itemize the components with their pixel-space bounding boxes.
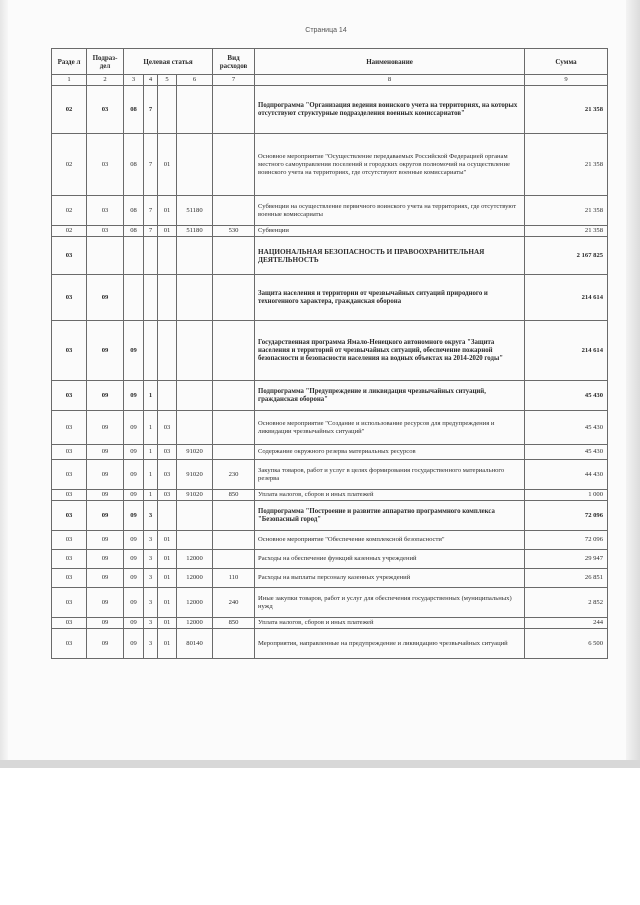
cell-program: 09 — [124, 445, 144, 460]
cell-expense-type: 110 — [213, 569, 255, 588]
cell-subprogram: 1 — [144, 445, 158, 460]
cell-sum: 45 430 — [525, 445, 608, 460]
cell-section: 03 — [52, 501, 87, 531]
cell-expense-type — [213, 381, 255, 411]
cell-program: 09 — [124, 569, 144, 588]
cell-direction — [177, 86, 213, 134]
cell-sum: 1 000 — [525, 490, 608, 501]
cell-direction — [177, 134, 213, 196]
cell-event: 01 — [158, 550, 177, 569]
cell-subsection: 09 — [87, 588, 124, 618]
cell-subprogram: 3 — [144, 569, 158, 588]
cell-subprogram: 1 — [144, 411, 158, 445]
cell-name: Подпрограмма "Предупреждение и ликвидация чрезвычайных ситуаций, гражданская оборона" — [255, 381, 525, 411]
cell-section: 03 — [52, 490, 87, 501]
cell-direction — [177, 531, 213, 550]
cell-subprogram — [144, 275, 158, 321]
cell-event: 03 — [158, 460, 177, 490]
header-name: Наименование — [255, 49, 525, 75]
table-row — [52, 588, 608, 618]
cell-direction — [177, 275, 213, 321]
cell-section: 02 — [52, 226, 87, 237]
cell-subprogram — [144, 237, 158, 275]
cell-name: Защита населения и территории от чрезвычайных ситуаций природного и техногенного характера, гражданская оборона — [255, 275, 525, 321]
column-number: 9 — [525, 75, 608, 86]
cell-subsection: 03 — [87, 86, 124, 134]
cell-subsection: 09 — [87, 460, 124, 490]
cell-expense-type — [213, 629, 255, 659]
column-number-row — [52, 75, 608, 86]
cell-subsection — [87, 237, 124, 275]
table-row — [52, 490, 608, 501]
cell-sum: 21 358 — [525, 196, 608, 226]
cell-direction: 12000 — [177, 550, 213, 569]
cell-direction: 51180 — [177, 196, 213, 226]
cell-name: Закупка товаров, работ и услуг в целях формирования государственного материального резерва — [255, 460, 525, 490]
cell-direction: 51180 — [177, 226, 213, 237]
cell-event: 01 — [158, 588, 177, 618]
cell-expense-type — [213, 86, 255, 134]
table-row — [52, 618, 608, 629]
column-number: 2 — [87, 75, 124, 86]
cell-direction: 12000 — [177, 569, 213, 588]
cell-name: Субвенции на осуществление первичного воинского учета на территориях, где отсутствуют военные комиссариаты — [255, 196, 525, 226]
cell-subprogram: 3 — [144, 531, 158, 550]
cell-subprogram: 7 — [144, 86, 158, 134]
cell-expense-type — [213, 445, 255, 460]
cell-sum: 45 430 — [525, 381, 608, 411]
cell-section: 03 — [52, 569, 87, 588]
cell-section: 03 — [52, 237, 87, 275]
cell-sum: 21 358 — [525, 134, 608, 196]
cell-sum: 2 167 825 — [525, 237, 608, 275]
cell-subsection: 09 — [87, 618, 124, 629]
cell-name: Уплата налогов, сборов и иных платежей — [255, 618, 525, 629]
cell-sum: 72 096 — [525, 501, 608, 531]
cell-direction — [177, 411, 213, 445]
cell-expense-type: 240 — [213, 588, 255, 618]
table-row — [52, 569, 608, 588]
cell-name: Уплата налогов, сборов и иных платежей — [255, 490, 525, 501]
cell-subsection: 09 — [87, 531, 124, 550]
cell-program: 09 — [124, 531, 144, 550]
cell-subprogram: 3 — [144, 629, 158, 659]
cell-event: 01 — [158, 226, 177, 237]
cell-expense-type — [213, 237, 255, 275]
table-row — [52, 237, 608, 275]
cell-name: Основное мероприятие "Обеспечение комплексной безопасности" — [255, 531, 525, 550]
cell-direction: 91020 — [177, 460, 213, 490]
cell-event — [158, 275, 177, 321]
cell-program: 08 — [124, 134, 144, 196]
cell-section: 03 — [52, 381, 87, 411]
cell-sum: 21 358 — [525, 86, 608, 134]
cell-section: 03 — [52, 550, 87, 569]
cell-event: 01 — [158, 531, 177, 550]
cell-subsection: 09 — [87, 501, 124, 531]
cell-sum: 21 358 — [525, 226, 608, 237]
table-row — [52, 445, 608, 460]
cell-subprogram: 3 — [144, 618, 158, 629]
cell-subsection: 09 — [87, 445, 124, 460]
cell-expense-type: 230 — [213, 460, 255, 490]
cell-subsection: 09 — [87, 629, 124, 659]
table-row — [52, 381, 608, 411]
cell-sum: 6 500 — [525, 629, 608, 659]
cell-direction: 12000 — [177, 618, 213, 629]
cell-expense-type — [213, 411, 255, 445]
cell-name: Иные закупки товаров, работ и услуг для обеспечения государственных (муниципальных) нужд — [255, 588, 525, 618]
cell-name: Подпрограмма "Организация ведения воинского учета на территориях, на которых отсутствуют структурные подразделения военных комиссариатов" — [255, 86, 525, 134]
cell-program: 09 — [124, 629, 144, 659]
cell-direction: 91020 — [177, 490, 213, 501]
cell-event — [158, 501, 177, 531]
cell-section: 03 — [52, 445, 87, 460]
cell-name: Расходы на выплаты персоналу казенных учреждений — [255, 569, 525, 588]
table-row — [52, 531, 608, 550]
cell-direction — [177, 237, 213, 275]
column-number: 1 — [52, 75, 87, 86]
cell-expense-type: 850 — [213, 618, 255, 629]
column-number: 6 — [177, 75, 213, 86]
cell-event: 03 — [158, 445, 177, 460]
column-number: 4 — [144, 75, 158, 86]
header-subsection: Подраз- дел — [87, 49, 124, 75]
cell-subsection: 09 — [87, 321, 124, 381]
cell-program: 09 — [124, 550, 144, 569]
cell-expense-type — [213, 531, 255, 550]
cell-program: 09 — [124, 588, 144, 618]
cell-sum: 214 614 — [525, 275, 608, 321]
cell-program: 09 — [124, 490, 144, 501]
cell-section: 02 — [52, 86, 87, 134]
header-sum: Сумма — [525, 49, 608, 75]
cell-subsection: 03 — [87, 196, 124, 226]
cell-subsection: 09 — [87, 569, 124, 588]
cell-sum: 29 947 — [525, 550, 608, 569]
table-row — [52, 196, 608, 226]
cell-expense-type — [213, 134, 255, 196]
cell-expense-type: 850 — [213, 490, 255, 501]
cell-subprogram: 1 — [144, 460, 158, 490]
cell-sum: 72 096 — [525, 531, 608, 550]
cell-name: Основное мероприятие "Осуществление передаваемых Российской Федерацией органам местного самоуправления поселений и городских округов полномочий на осуществление воинского учета на территориях, где отсутствуют военные комиссариаты" — [255, 134, 525, 196]
cell-name: НАЦИОНАЛЬНАЯ БЕЗОПАСНОСТЬ И ПРАВООХРАНИТЕЛЬНАЯ ДЕЯТЕЛЬНОСТЬ — [255, 237, 525, 275]
cell-subsection: 09 — [87, 411, 124, 445]
cell-name: Государственная программа Ямало-Ненецкого автономного округа "Защита населения и территорий от чрезвычайных ситуаций, обеспечение пожарной безопасности и безопасности населения на водных объектах на 2014-2020 годы" — [255, 321, 525, 381]
cell-expense-type — [213, 196, 255, 226]
cell-direction: 91020 — [177, 445, 213, 460]
cell-event: 01 — [158, 196, 177, 226]
cell-section: 03 — [52, 321, 87, 381]
scan-edge-left — [0, 0, 8, 765]
table-row — [52, 134, 608, 196]
budget-table — [51, 48, 608, 659]
scan-bottom-edge — [0, 760, 640, 768]
header-section: Разде л — [52, 49, 87, 75]
cell-program: 08 — [124, 86, 144, 134]
cell-program: 08 — [124, 196, 144, 226]
cell-name: Подпрограмма "Построение и развитие аппаратно программного комплекса "Безопасный город" — [255, 501, 525, 531]
cell-subsection: 09 — [87, 381, 124, 411]
cell-program: 09 — [124, 321, 144, 381]
cell-subsection: 09 — [87, 490, 124, 501]
cell-event: 01 — [158, 569, 177, 588]
header-expense-type: Вид расходов — [213, 49, 255, 75]
cell-expense-type — [213, 321, 255, 381]
cell-section: 03 — [52, 531, 87, 550]
cell-program: 09 — [124, 411, 144, 445]
cell-direction: 80140 — [177, 629, 213, 659]
table-row — [52, 86, 608, 134]
header-target-article: Целевая статья — [124, 49, 213, 75]
cell-event — [158, 86, 177, 134]
cell-sum: 214 614 — [525, 321, 608, 381]
cell-expense-type — [213, 275, 255, 321]
cell-direction — [177, 381, 213, 411]
cell-section: 03 — [52, 588, 87, 618]
cell-subsection: 09 — [87, 550, 124, 569]
table-body — [52, 86, 608, 659]
table-row — [52, 321, 608, 381]
table-row — [52, 629, 608, 659]
cell-event — [158, 237, 177, 275]
cell-event: 03 — [158, 411, 177, 445]
cell-sum: 244 — [525, 618, 608, 629]
cell-direction: 12000 — [177, 588, 213, 618]
table-row — [52, 226, 608, 237]
cell-name: Мероприятия, направленные на предупреждение и ликвидацию чрезвычайных ситуаций — [255, 629, 525, 659]
column-number: 7 — [213, 75, 255, 86]
cell-section: 03 — [52, 629, 87, 659]
cell-subsection: 09 — [87, 275, 124, 321]
cell-subprogram: 7 — [144, 134, 158, 196]
cell-sum: 44 430 — [525, 460, 608, 490]
cell-subprogram — [144, 321, 158, 381]
cell-section: 02 — [52, 134, 87, 196]
cell-subprogram: 1 — [144, 490, 158, 501]
column-number: 8 — [255, 75, 525, 86]
cell-section: 03 — [52, 618, 87, 629]
cell-name: Расходы на обеспечение функций казенных учреждений — [255, 550, 525, 569]
cell-direction — [177, 321, 213, 381]
table-row — [52, 460, 608, 490]
cell-section: 03 — [52, 411, 87, 445]
cell-subprogram: 3 — [144, 501, 158, 531]
table-row — [52, 501, 608, 531]
cell-section: 03 — [52, 460, 87, 490]
cell-event: 01 — [158, 618, 177, 629]
cell-subsection: 03 — [87, 226, 124, 237]
cell-event — [158, 381, 177, 411]
cell-name: Содержание окружного резерва материальных ресурсов — [255, 445, 525, 460]
cell-event — [158, 321, 177, 381]
page-number-header: Страница 14 — [305, 27, 347, 34]
cell-expense-type — [213, 550, 255, 569]
column-number: 5 — [158, 75, 177, 86]
cell-program: 09 — [124, 618, 144, 629]
cell-name: Субвенции — [255, 226, 525, 237]
cell-program: 09 — [124, 460, 144, 490]
cell-subprogram: 7 — [144, 226, 158, 237]
cell-expense-type — [213, 501, 255, 531]
cell-program — [124, 237, 144, 275]
cell-section: 03 — [52, 275, 87, 321]
cell-program: 09 — [124, 501, 144, 531]
cell-program — [124, 275, 144, 321]
cell-event: 01 — [158, 629, 177, 659]
cell-direction — [177, 501, 213, 531]
cell-section: 02 — [52, 196, 87, 226]
cell-subprogram: 1 — [144, 381, 158, 411]
table-row — [52, 550, 608, 569]
cell-expense-type: 530 — [213, 226, 255, 237]
cell-subprogram: 7 — [144, 196, 158, 226]
column-number: 3 — [124, 75, 144, 86]
cell-name: Основное мероприятие "Создание и использование ресурсов для предупреждения и ликвидации чрезвычайных ситуаций" — [255, 411, 525, 445]
scan-edge-right — [626, 0, 640, 765]
cell-subprogram: 3 — [144, 550, 158, 569]
cell-program: 09 — [124, 381, 144, 411]
cell-event: 01 — [158, 134, 177, 196]
cell-subsection: 03 — [87, 134, 124, 196]
cell-program: 08 — [124, 226, 144, 237]
cell-sum: 45 430 — [525, 411, 608, 445]
cell-sum: 26 851 — [525, 569, 608, 588]
cell-subprogram: 3 — [144, 588, 158, 618]
cell-event: 03 — [158, 490, 177, 501]
table-row — [52, 275, 608, 321]
table-row — [52, 411, 608, 445]
cell-sum: 2 852 — [525, 588, 608, 618]
